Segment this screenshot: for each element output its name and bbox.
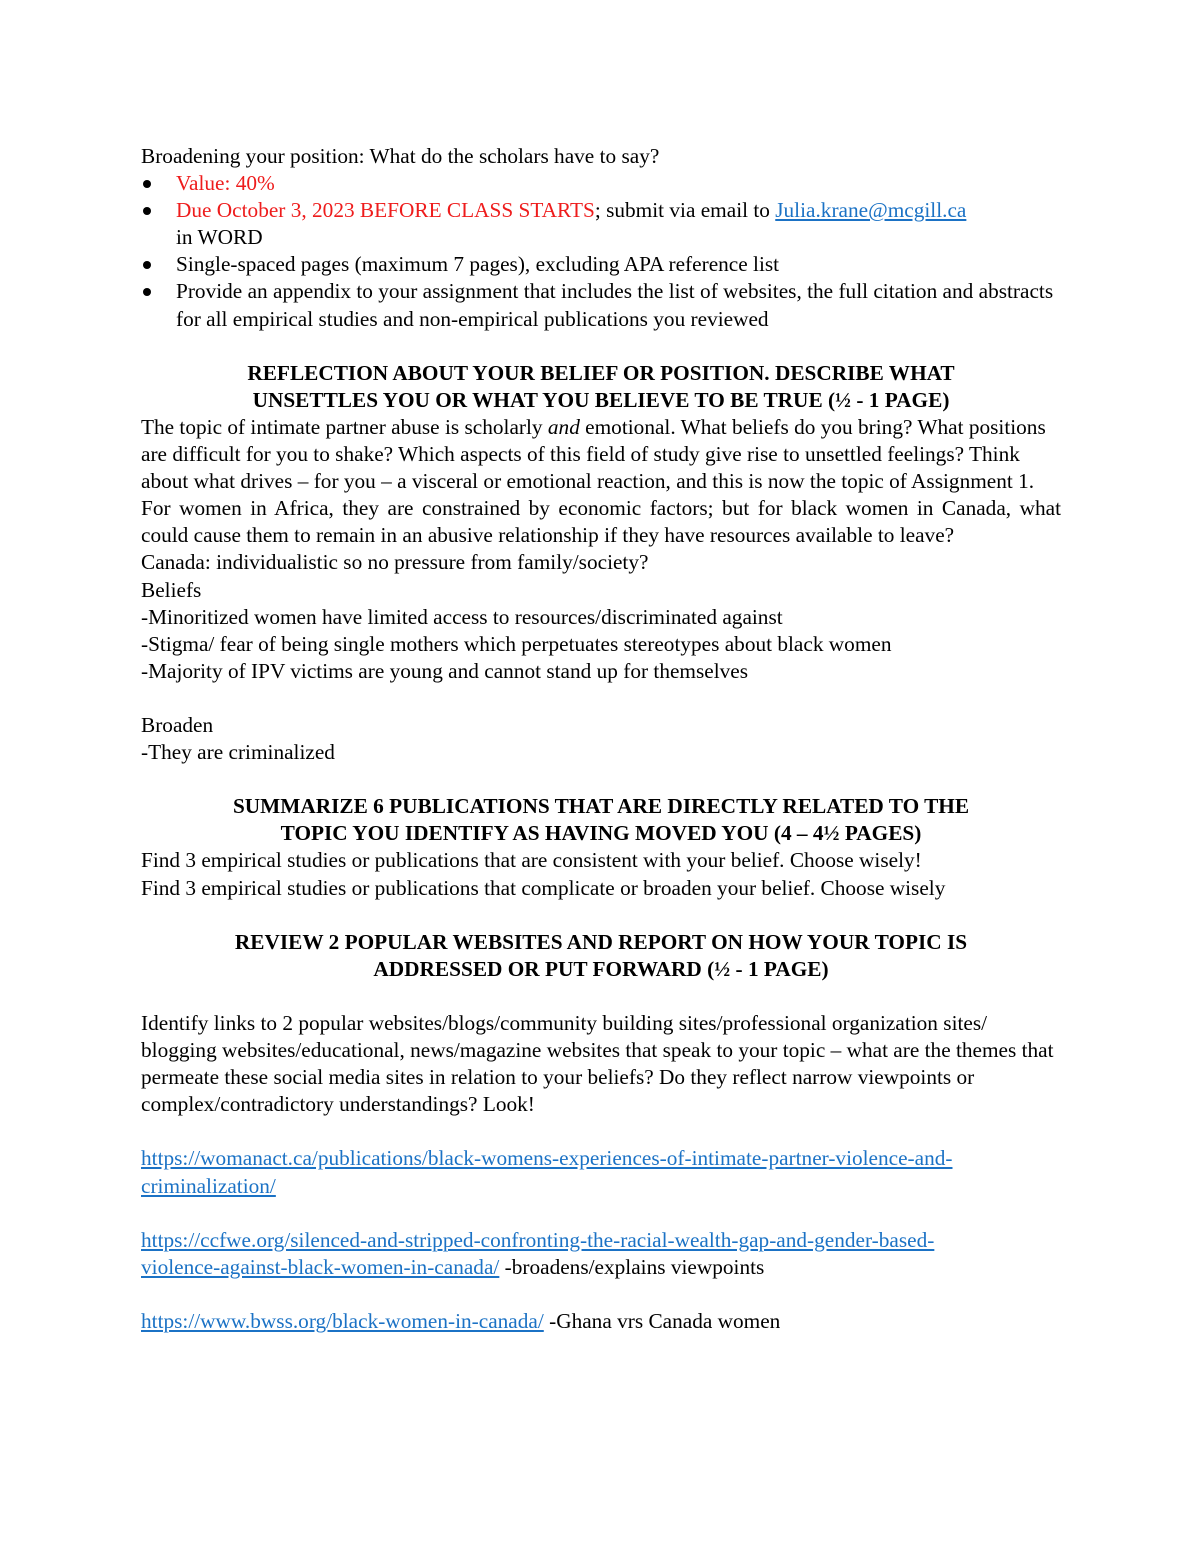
africa-question: For women in Africa, they are constrained by economic factors; but for black women in Canada, what could cause them to remain in an abusive relationship if they have resources available to leave? — [141, 496, 1061, 548]
website-link-1 — [141, 1145, 1061, 1199]
belief-item: -Minoritized women have limited access to resources/discriminated against — [141, 604, 783, 629]
reflection-intro: The topic of intimate partner abuse is scholarly and emotional. What beliefs do you bring? What positions are difficult for you to shake? Which aspects of this field of study give rise to unsettled feelings? Think about what drives – for you – a visceral or emotional reaction, and this is now the topic of Assignment 1. — [141, 414, 1046, 494]
publications-instruction-2: Find 3 empirical studies or publications that complicate or broaden your belief. Choose wisely — [141, 875, 946, 900]
womanact-link-continued[interactable]: criminalization/ — [141, 1173, 276, 1198]
pages-text: Single-spaced pages (maximum 7 pages), excluding APA reference list — [176, 252, 780, 277]
website-link-2 — [141, 1227, 1061, 1281]
email-link[interactable]: Julia.krane@mcgill.ca — [775, 198, 967, 223]
website-link-3 — [141, 1308, 1061, 1335]
broaden-item: -They are criminalized — [141, 740, 335, 765]
bwss-note: -Ghana vrs Canada women — [543, 1309, 781, 1334]
canada-note: Canada: individualistic so no pressure from family/society? — [141, 550, 649, 575]
section-heading-reflection: REFLECTION ABOUT YOUR BELIEF OR POSITION. DESCRIBE WHAT UNSETTLES YOU OR WHAT YOU BELIEVE TO BE TRUE (½ - 1 PAGE) — [247, 360, 955, 412]
requirements-list — [141, 170, 1061, 333]
websites-instructions: Identify links to 2 popular websites/blogs/community building sites/professional organization sites/ blogging websites/educational, news/magazine websites that speak to your topic – what are the themes that permeate these social media sites in relation to your beliefs? Do they reflect narrow viewpoints or complex/contradictory understandings? Look! — [141, 1011, 1054, 1117]
ccfwe-link[interactable]: https://ccfwe.org/silenced-and-stripped-confronting-the-racial-wealth-gap-and-gender-based- — [141, 1227, 935, 1252]
publications-instruction-1: Find 3 empirical studies or publications that are consistent with your belief. Choose wisely! — [141, 848, 922, 873]
belief-item: -Stigma/ fear of being single mothers which perpetuates stereotypes about black women — [141, 631, 892, 656]
list-item — [141, 251, 1061, 278]
value-text: Value: 40% — [176, 171, 275, 196]
ccfwe-note: -broadens/explains viewpoints — [499, 1254, 765, 1279]
submit-text: ; submit via email to — [594, 198, 776, 223]
section-heading-publications: SUMMARIZE 6 PUBLICATIONS THAT ARE DIRECTLY RELATED TO THE TOPIC YOU IDENTIFY AS HAVING MOVED YOU (4 – 4½ PAGES) — [232, 794, 970, 846]
broaden-label: Broaden — [141, 712, 214, 737]
list-item — [141, 278, 1061, 332]
assignment-title: Broadening your position: What do the scholars have to say? — [141, 144, 660, 168]
list-item — [141, 197, 1061, 251]
appendix-text: Provide an appendix to your assignment that includes the list of websites, the full citation and abstracts for all empirical studies and non-empirical publications you reviewed — [176, 279, 1054, 331]
list-item — [141, 170, 1061, 197]
beliefs-label: Beliefs — [141, 577, 202, 602]
ccfwe-link-continued[interactable]: violence-against-black-women-in-canada/ — [141, 1254, 500, 1279]
belief-item: -Majority of IPV victims are young and cannot stand up for themselves — [141, 658, 749, 683]
format-text: in WORD — [176, 225, 263, 250]
womanact-link[interactable]: https://womanact.ca/publications/black-womens-experiences-of-intimate-partner-violence-and- — [141, 1146, 953, 1171]
section-heading-websites: REVIEW 2 POPULAR WEBSITES AND REPORT ON HOW YOUR TOPIC IS ADDRESSED OR PUT FORWARD (½ - 1 PAGE) — [234, 929, 968, 981]
document-page — [141, 143, 1061, 1335]
bwss-link[interactable]: https://www.bwss.org/black-women-in-canada/ — [141, 1309, 544, 1334]
due-date-text: Due October 3, 2023 BEFORE CLASS STARTS — [176, 198, 595, 223]
